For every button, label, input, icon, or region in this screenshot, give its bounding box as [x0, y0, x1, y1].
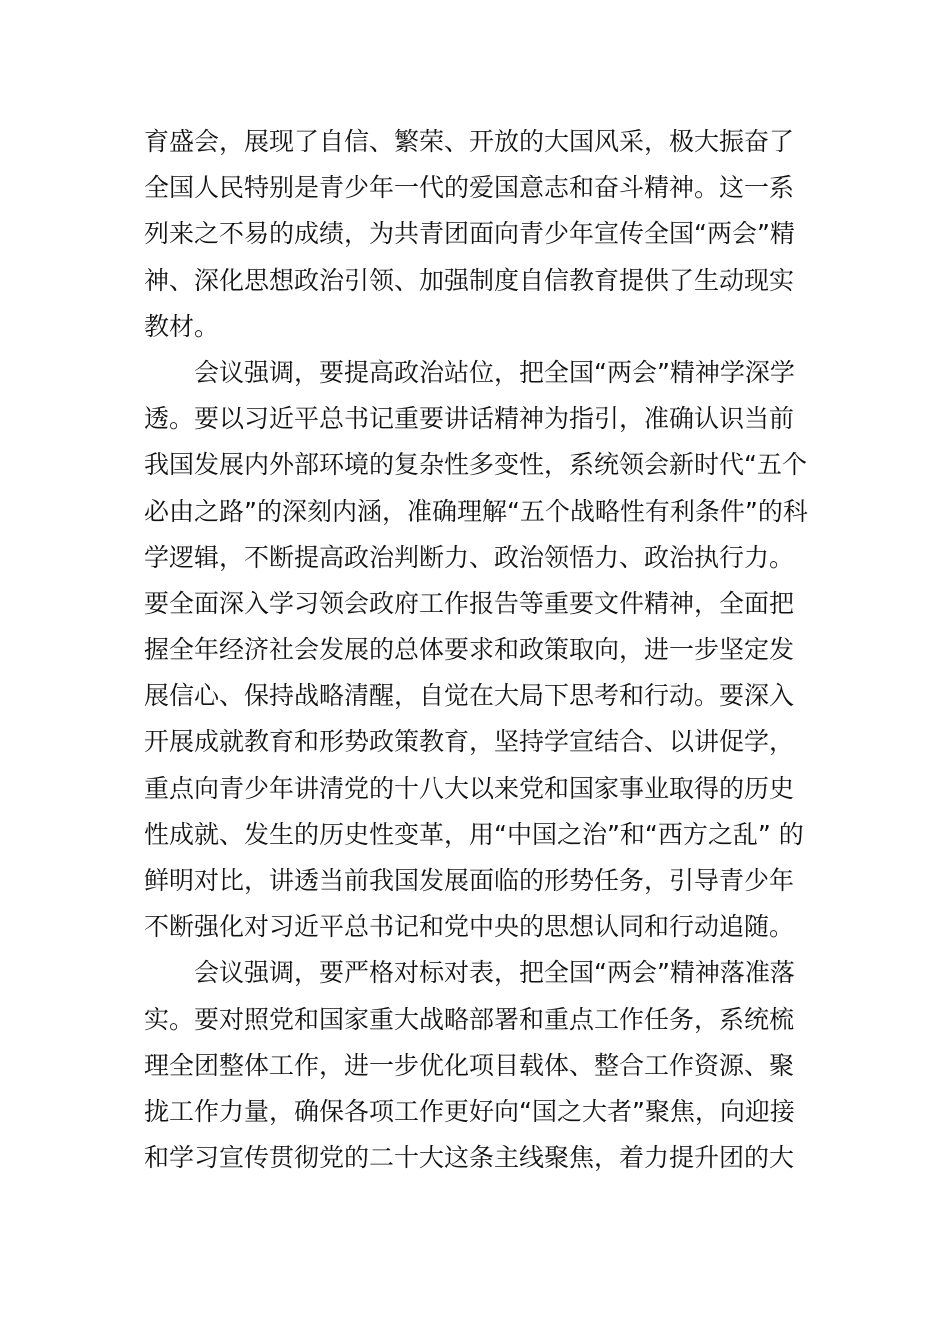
text-line: 列来之不易的成绩，为共青团面向青少年宣传全国“两会”精: [144, 219, 795, 249]
text-line: 握全年经济社会发展的总体要求和政策取向，进一步坚定发: [144, 635, 795, 665]
text-line: 要全面深入学习领会政府工作报告等重要文件精神，全面把: [144, 588, 795, 618]
text-line: 育盛会，展现了自信、繁荣、开放的大国风采，极大振奋了: [144, 127, 795, 156]
text-line: 拢工作力量，确保各项工作更好向“国之大者”聚焦，向迎接: [144, 1096, 795, 1126]
text-line: 神、深化思想政治引领、加强制度自信教育提供了生动现实: [144, 265, 795, 295]
text-line: 全国人民特别是青少年一代的爱国意志和奋斗精神。这一系: [144, 173, 795, 203]
text-line: 我国发展内外部环境的复杂性多变性，系统领会新时代“五个: [144, 450, 807, 480]
paragraph-first-line: 会议强调，要提高政治站位，把全国“两会”精神学深学: [194, 357, 795, 387]
text-line: 教材。: [144, 311, 220, 341]
text-line: 性成就、发生的历史性变革，用“中国之治”和“西方之乱” 的: [144, 819, 804, 849]
text-line: 透。要以习近平总书记重要讲话精神为指引，准确认识当前: [144, 404, 795, 434]
text-line: 必由之路”的深刻内涵，准确理解“五个战略性有利条件”的科: [144, 496, 808, 526]
text-line: 重点向青少年讲清党的十八大以来党和国家事业取得的历史: [144, 773, 795, 803]
text-line: 鲜明对比，讲透当前我国发展面临的形势任务，引导青少年: [144, 866, 795, 895]
text-line: 不断强化对习近平总书记和党中央的思想认同和行动追随。: [144, 912, 795, 942]
text-line: 和学习宣传贯彻党的二十大这条主线聚焦，着力提升团的大: [144, 1143, 795, 1173]
paragraph-first-line: 会议强调，要严格对标对表，把全国“两会”精神落准落: [194, 958, 795, 988]
text-line: 展信心、保持战略清醒，自觉在大局下思考和行动。要深入: [144, 681, 795, 711]
text-line: 学逻辑，不断提高政治判断力、政治领悟力、政治执行力。: [144, 542, 795, 572]
text-line: 实。要对照党和国家重大战略部署和重点工作任务，系统梳: [144, 1004, 795, 1034]
body-text: [144, 119, 810, 1181]
text-line: 开展成就教育和形势政策教育，坚持学宣结合、以讲促学，: [144, 727, 795, 757]
text-line: 理全团整体工作，进一步优化项目载体、整合工作资源、聚: [144, 1050, 795, 1080]
